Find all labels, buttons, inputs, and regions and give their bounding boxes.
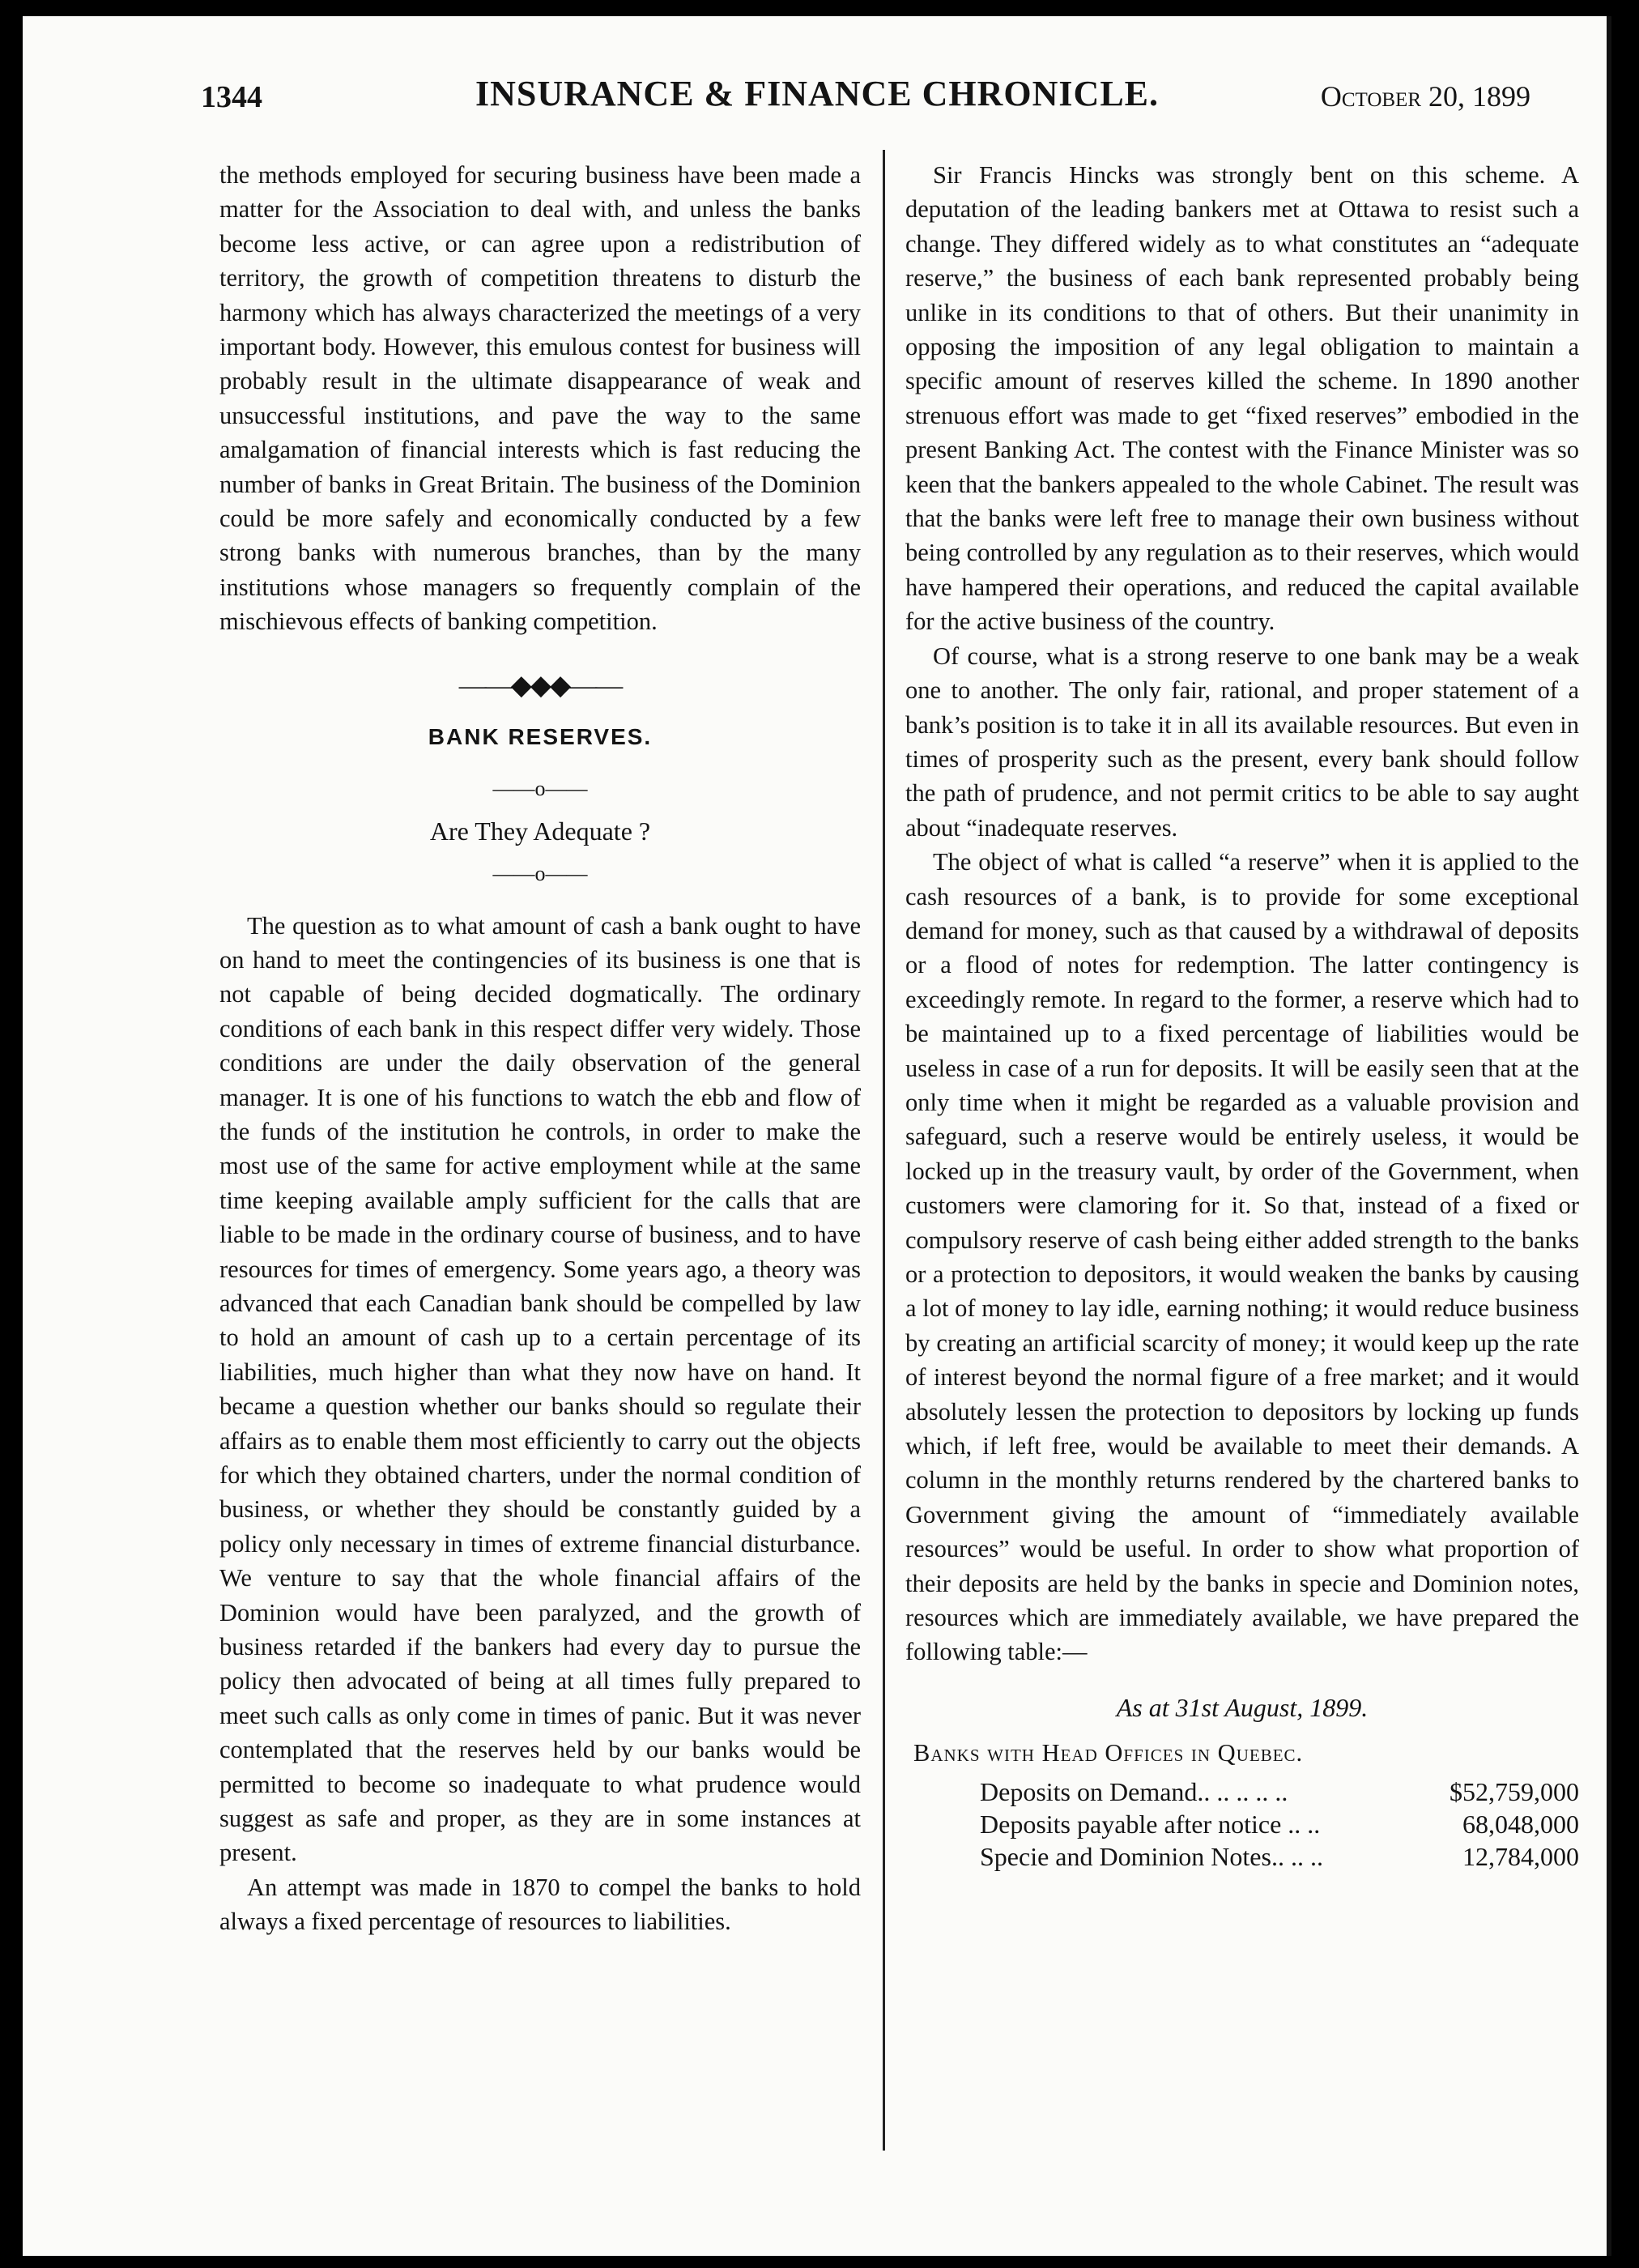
article-paragraph: The object of what is called “a reserve” when it is applied to the cash resources of a bank, is to provide for some exceptional demand for money, such as that caused by a withdrawal of deposits or a flood of notes for redemption. The latter contingency is exceedingly remote. In regard to the former, a reserve which had to be maintained up to a fixed percentage of liabilities would be useless in case of a run for deposits. It will be easily seen that at the only time when it might be regarded as a valuable provision and safeguard, such a reserve would be entirely useless, it would be locked up in the treasury vault, by order of the Government, when customers were clamoring for it. So that, instead of a fixed or compulsory reserve of cash being either added strength to the banks or a protection to depositors, it would weaken the banks by causing a lot of money to lay idle, earning nothing; it would reduce business by creating an artificial scarcity of money; it would keep up the rate of interest beyond the normal figure of a free market; and it would absolutely lessen the protection to depositors by locking up funds which, if left free, would be available to meet their demands. A column in the monthly returns rendered by the chartered banks to Government giving the amount of “immediately available resources” would be useful. In order to show what proportion of their deposits are held by the banks in specie and Dominion notes, resources which are immediately available, we have prepared the following table:—	[905, 848, 1579, 1666]
table-row	[905, 1840, 1579, 1873]
page-edge-rule	[1607, 16, 1611, 2256]
row-value: 12,784,000	[1462, 1841, 1579, 1871]
section-title: BANK RESERVES.	[428, 723, 653, 749]
table-heading: Banks with Head Offices in Quebec.	[913, 1739, 1304, 1767]
intro-paragraph: the methods employed for securing business have been made a matter for the Association to deal with, and unless the banks become less active, or can agree upon a redistribution of territory, the growth of competition threatens to disturb the harmony which has always characterized the meetings of a very important body. However, this emulous contest for business will probably result in the ultimate disappearance of weak and unsuccessful institutions, and pave the way to the same amalgamation of financial interests which is fast reducing the number of banks in Great Britain. The business of the Dominion could be more safely and economically conducted by a few strong banks with numerous branches, than by the many institutions whose managers so frequently complain of the mischievous effects of banking competition.	[219, 161, 861, 636]
column-divider	[883, 150, 885, 2151]
row-value: $52,759,000	[1450, 1776, 1579, 1806]
left-column	[219, 158, 861, 1939]
row-value: 68,048,000	[1462, 1809, 1579, 1839]
row-label: Deposits payable after notice .. ..	[980, 1809, 1321, 1839]
article-paragraph: An attempt was made in 1870 to compel the banks to hold always a fixed percentage of resources to liabilities.	[219, 1873, 861, 1936]
divider-top: ——o——	[492, 777, 588, 801]
issue-date: October 20, 1899	[1320, 80, 1530, 113]
table-row	[905, 1776, 1579, 1808]
publication-title: INSURANCE & FINANCE CHRONICLE.	[475, 74, 1160, 113]
section-ornament: ——◆◆◆——	[458, 670, 622, 701]
article-paragraph: Sir Francis Hincks was strongly bent on this scheme. A deputation of the leading bankers met at Ottawa to resist such a change. They differed widely as to what constitutes an “adequate reserve,” the business of each bank represented probably being unlike in its conditions to that of others. But their unanimity in opposing the imposition of any legal obligation to maintain a specific amount of reserves killed the scheme. In 1890 another strenuous effort was made to get “fixed reserves” embodied in the present Banking Act. The contest with the Finance Minister was so keen that the bankers appealed to the whole Cabinet. The result was that the banks were left free to manage their own business without being controlled by any regulation as to their reserves, which would have hampered their operations, and reduced the capital available for the active business of the country.	[905, 161, 1579, 636]
article-paragraph: Of course, what is a strong reserve to one bank may be a weak one to another. The only fair, rational, and proper statement of a bank’s position is to take it in all its available resources. But even in times of prosperity such as the present, every bank should follow the path of prudence, and not permit critics to be able to say aught about “inadequate reserves.	[905, 642, 1579, 842]
article-paragraph: The question as to what amount of cash a bank ought to have on hand to meet the contingencies of its business is one that is not capable of being decided dogmatically. The ordinary conditions of each bank in this respect differ very widely. Those conditions are under the daily observation of the general manager. It is one of his functions to watch the ebb and flow of the funds of the institution he controls, in order to make the most use of the same for active employment while at the same time keeping available amply sufficient for the calls that are liable to be made in the ordinary course of business, and to have resources for times of emergency. Some years ago, a theory was advanced that each Canadian bank should be compelled by law to hold an amount of cash up to a certain percentage of its liabilities, much higher than what they now have on hand. It became a question whether our banks should so regulate their affairs as to enable them most efficiently to carry out the objects for which they obtained charters, under the normal condition of business, or whether they should be constantly guided by a policy only necessary in times of extreme financial disturbance. We venture to say that the whole financial affairs of the Dominion would have been paralyzed, and the growth of business retarded if the bankers had every day to pursue the policy then advocated of being at all times fully prepared to meet such calls as only come in times of panic. But it was never contemplated that the reserves held by our banks would be permitted to become so inadequate to what prudence would suggest as safe and proper, as they are in some instances at present.	[219, 911, 861, 1867]
article-subtitle: Are They Adequate ?	[429, 816, 651, 846]
deposits-table	[905, 1776, 1579, 1873]
row-label: Specie and Dominion Notes.. .. ..	[980, 1841, 1323, 1871]
table-date: As at 31st August, 1899.	[1116, 1692, 1369, 1722]
page-header	[23, 73, 1611, 122]
right-column	[905, 158, 1579, 1873]
table-row	[905, 1808, 1579, 1840]
row-label: Deposits on Demand.. .. .. .. ..	[980, 1776, 1288, 1806]
page-number: 1344	[201, 80, 262, 114]
divider-bottom: ——o——	[492, 861, 588, 885]
newspaper-page	[23, 16, 1611, 2256]
